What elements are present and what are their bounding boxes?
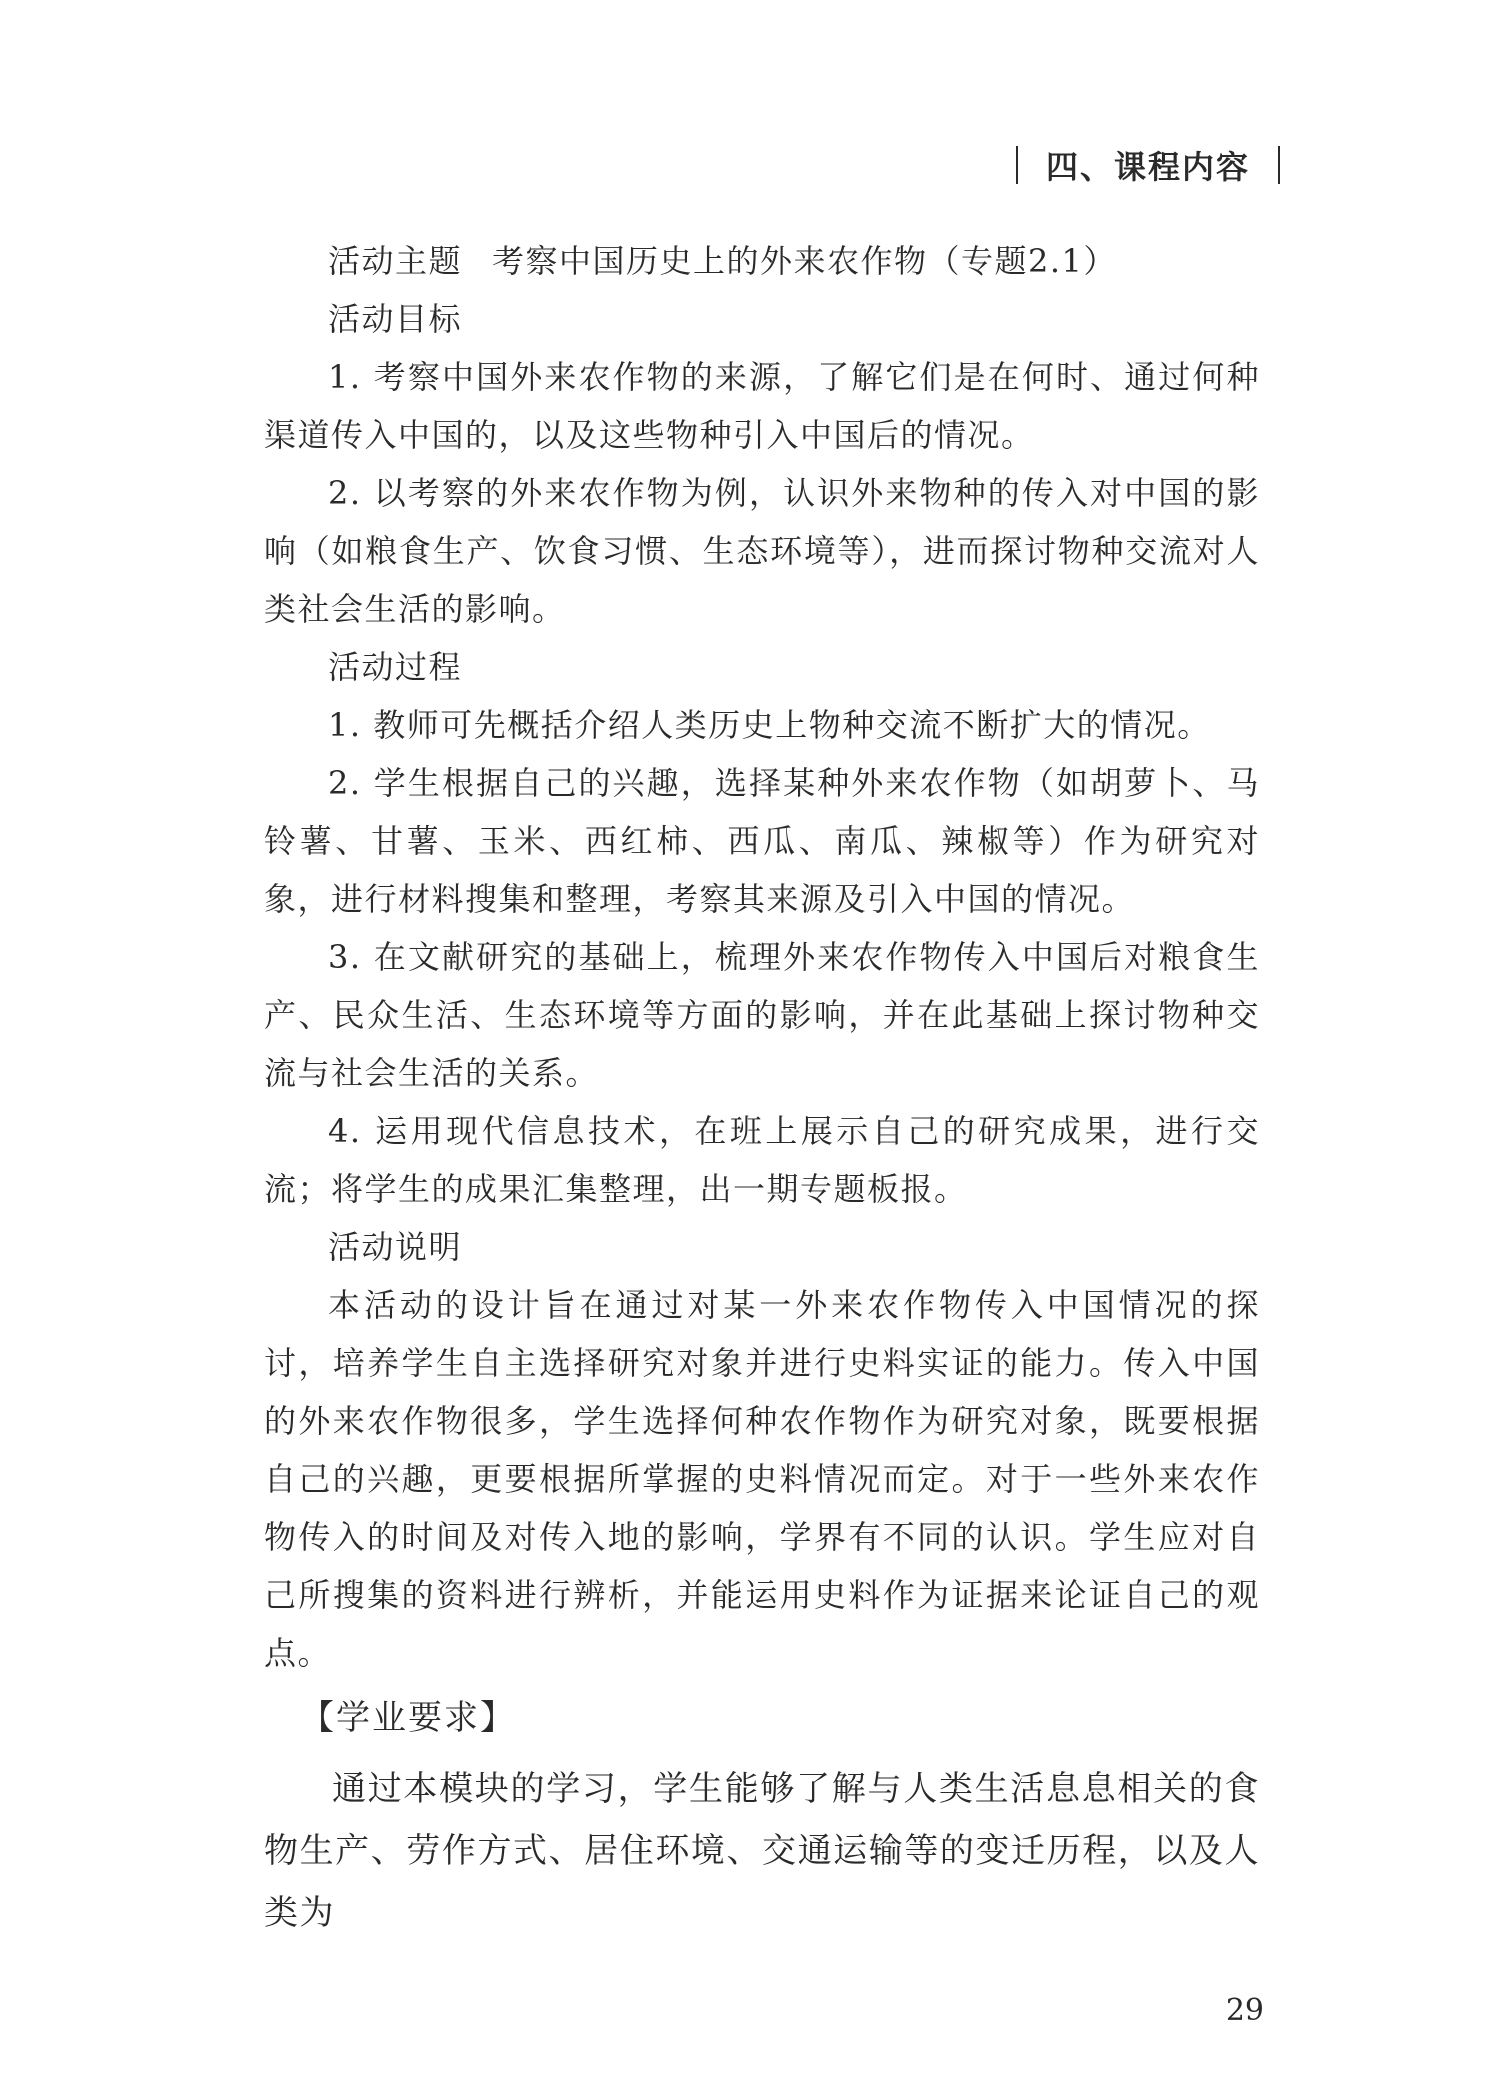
- process-item-1: 1. 教师可先概括介绍人类历史上物种交流不断扩大的情况。: [328, 706, 1211, 744]
- activity-theme: [264, 232, 1260, 290]
- section-heading: 四、课程内容: [1045, 148, 1250, 186]
- requirements-heading: 【学业要求】: [300, 1698, 516, 1738]
- process-heading: 活动过程: [328, 648, 463, 686]
- goal-item-1: 1. 考察中国外来农作物的来源，了解它们是在何时、通过何种渠道传入中国的，以及这些物种引入中国后的情况。: [264, 358, 1260, 454]
- page-number: 29: [1225, 1993, 1264, 2028]
- running-header: [1016, 142, 1280, 188]
- activity-theme-label: 活动主题: [328, 242, 463, 280]
- header-right-rule: [1278, 146, 1280, 184]
- process-item-3: 3. 在文献研究的基础上，梳理外来农作物传入中国后对粮食生产、民众生活、生态环境等方面的影响，并在此基础上探讨物种交流与社会生活的关系。: [264, 938, 1260, 1092]
- requirements-body: [264, 1758, 1260, 1944]
- notes-paragraph: 本活动的设计旨在通过对某一外来农作物传入中国情况的探讨，培养学生自主选择研究对象并进行史料实证的能力。传入中国的外来农作物很多，学生选择何种农作物作为研究对象，既要根据自己的兴趣，更要根据所掌握的史料情况而定。对于一些外来农作物传入的时间及对传入地的影响，学界有不同的认识。学生应对自己所搜集的资料进行辨析，并能运用史料作为证据来论证自己的观点。: [264, 1286, 1260, 1672]
- process-item-4: 4. 运用现代信息技术，在班上展示自己的研究成果，进行交流；将学生的成果汇集整理，出一期专题板报。: [264, 1112, 1260, 1208]
- goal-item-2: 2. 以考察的外来农作物为例，认识外来物种的传入对中国的影响（如粮食生产、饮食习惯、生态环境等），进而探讨物种交流对人类社会生活的影响。: [264, 474, 1260, 628]
- notes-heading: 活动说明: [328, 1228, 463, 1266]
- process-item-2: 2. 学生根据自己的兴趣，选择某种外来农作物（如胡萝卜、马铃薯、甘薯、玉米、西红柿、西瓜、南瓜、辣椒等）作为研究对象，进行材料搜集和整理，考察其来源及引入中国的情况。: [264, 764, 1260, 918]
- activity-theme-text: 考察中国历史上的外来农作物（专题2.1）: [492, 242, 1117, 280]
- header-left-rule: [1016, 146, 1018, 184]
- activity-content: [264, 232, 1260, 1682]
- requirements-paragraph: 通过本模块的学习，学生能够了解与人类生活息息相关的食物生产、劳作方式、居住环境、交通运输等的变迁历程，以及人类为: [264, 1769, 1260, 1933]
- goals-heading: 活动目标: [328, 300, 463, 338]
